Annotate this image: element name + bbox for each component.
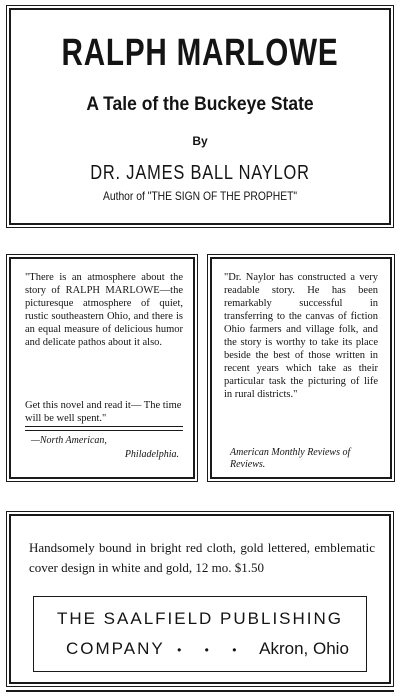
bottom-rule <box>6 690 394 692</box>
review-box-north-american <box>9 257 195 479</box>
publisher-company: COMPANY <box>66 639 165 658</box>
binding-box <box>9 514 391 684</box>
review-attribution-place: Philadelphia. <box>124 449 179 460</box>
publisher-box <box>33 596 367 672</box>
by-label: By <box>192 134 208 148</box>
review-attribution: American Monthly Reviews of Reviews. <box>230 447 351 470</box>
publisher-location: Akron, Ohio <box>259 639 349 658</box>
review-call-to-action: Get this novel and read it— The time will be well spent." <box>25 399 183 427</box>
review-quote: "There is an atmosphere about the story of RALPH MARLOWE—the picturesque atmosphere of quiet, rustic southeastern Ohio, and there is an equal measure of delicious humor and delicate pathos about it also. <box>25 272 183 348</box>
author-name: DR. JAMES BALL NAYLOR <box>90 162 310 184</box>
title-box <box>9 8 391 225</box>
binding-description: Handsomely bound in bright red cloth, gold lettered, emblematic cover design in white and gold, 12 mo. $1.50 <box>29 540 375 575</box>
review-box-monthly-review <box>210 257 392 479</box>
publisher-line-2 <box>66 639 349 659</box>
ornament-dots: • • • <box>177 643 247 657</box>
divider <box>25 430 183 431</box>
book-subtitle: A Tale of the Buckeye State <box>86 94 314 115</box>
review-quote: "Dr. Naylor has constructed a very readable story. He has been remarkably successful in transferring to the canvas of fiction Ohio farmers and village folk, and the story is worthy to take its place beside the best of those written in recent years which take as their particular task the picturing of life in rural districts." <box>224 272 378 400</box>
review-attribution-source: —North American, <box>31 435 107 446</box>
author-note: Author of "THE SIGN OF THE PROPHET" <box>102 189 298 203</box>
publisher-name: THE SAALFIELD PUBLISHING <box>56 609 344 628</box>
book-title: RALPH MARLOWE <box>61 32 339 74</box>
